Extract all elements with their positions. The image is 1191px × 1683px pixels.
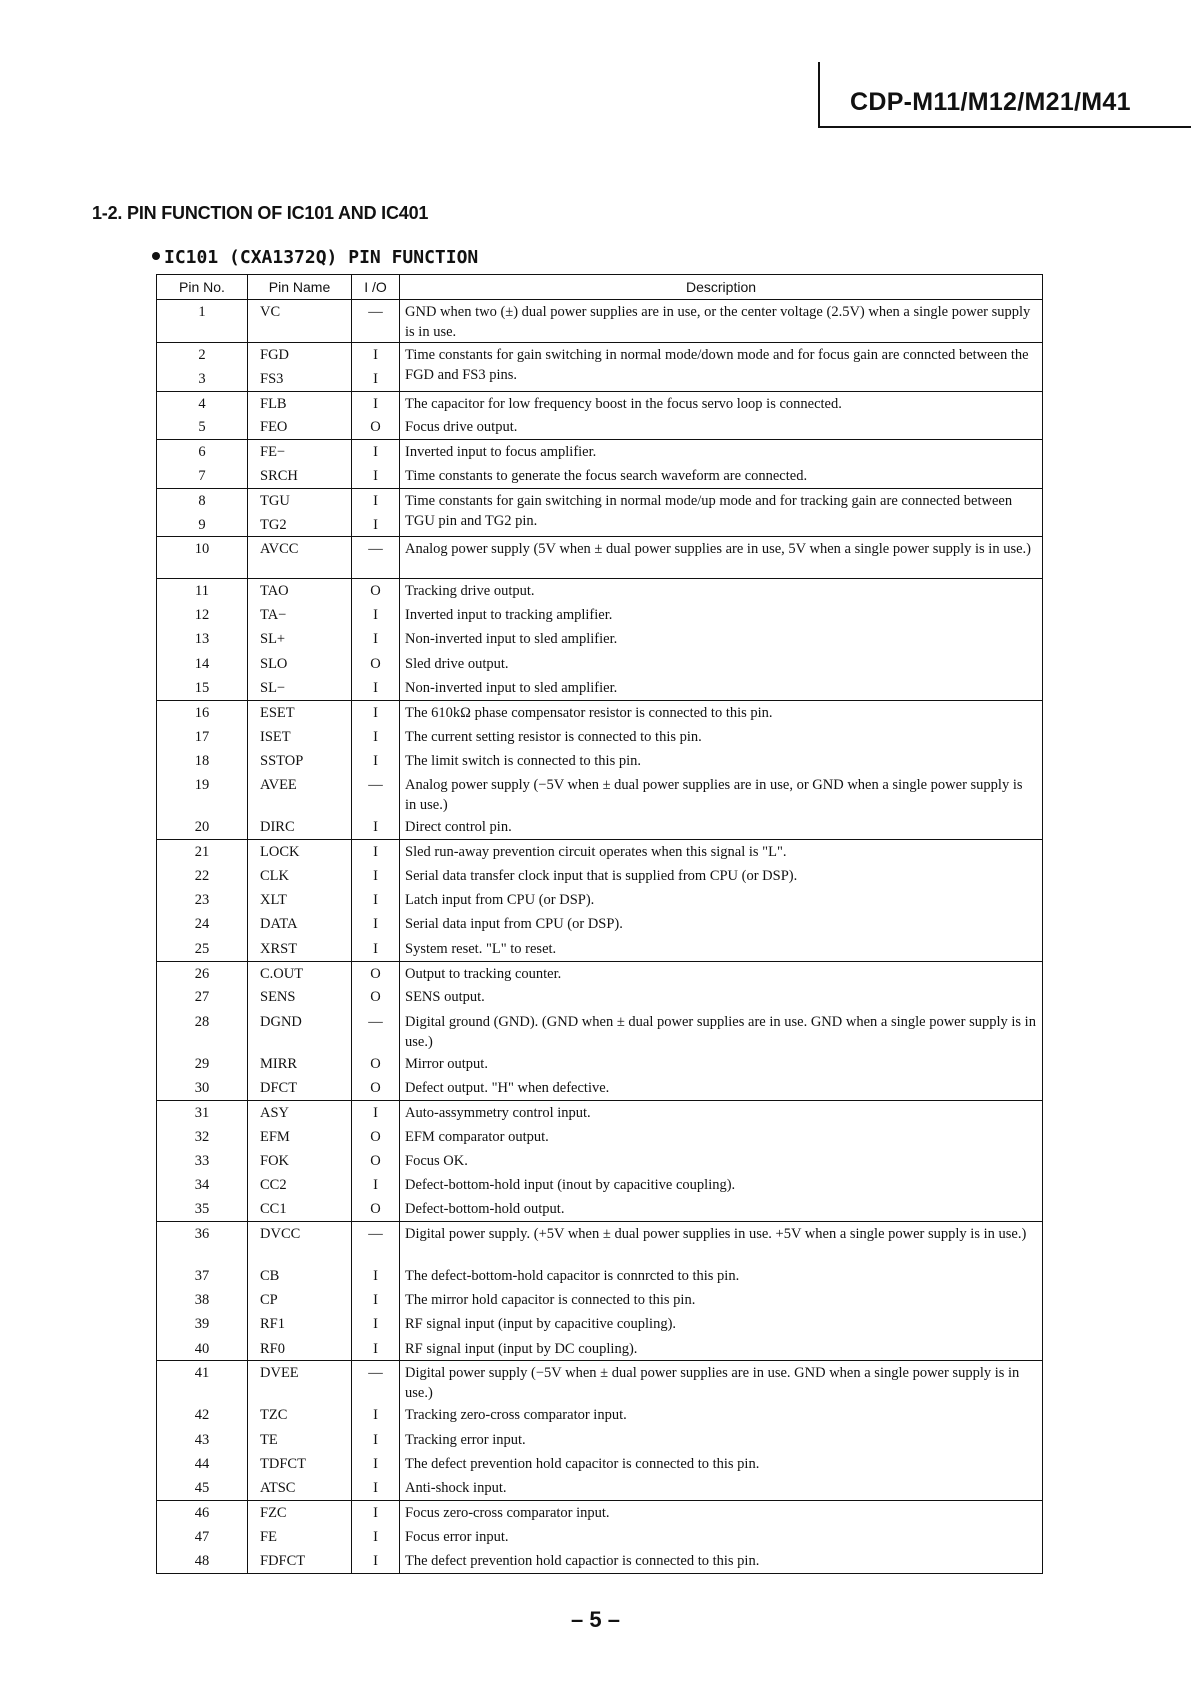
- pin-io: O: [352, 1125, 400, 1149]
- pin-name: CLK: [248, 864, 352, 888]
- pin-io: O: [352, 652, 400, 676]
- pin-name: LOCK: [248, 840, 352, 864]
- pin-io: —: [352, 773, 400, 815]
- pin-number: 27: [157, 985, 248, 1009]
- pin-name: DGND: [248, 1010, 352, 1052]
- table-row: [157, 1403, 1043, 1427]
- pin-description: The 610kΩ phase compensator resistor is connected to this pin.: [400, 700, 1043, 724]
- table-row: [157, 300, 1043, 343]
- pin-name: AVCC: [248, 537, 352, 579]
- pin-io: —: [352, 537, 400, 579]
- pin-name: RF0: [248, 1337, 352, 1361]
- page-number: – 5 –: [571, 1607, 620, 1632]
- pin-io: I: [352, 1264, 400, 1288]
- pin-name: EFM: [248, 1125, 352, 1149]
- pin-name: DVEE: [248, 1361, 352, 1404]
- pin-name: FS3: [248, 367, 352, 391]
- pin-description: EFM comparator output.: [400, 1125, 1043, 1149]
- table-row: [157, 700, 1043, 724]
- table-row: [157, 1312, 1043, 1336]
- model-header-box: [818, 62, 1191, 128]
- pin-name: CC2: [248, 1173, 352, 1197]
- pin-description: Mirror output.: [400, 1052, 1043, 1076]
- pin-name: CB: [248, 1264, 352, 1288]
- pin-io: I: [352, 1100, 400, 1124]
- pin-number: 21: [157, 840, 248, 864]
- table-row: [157, 815, 1043, 839]
- pin-number: 29: [157, 1052, 248, 1076]
- pin-description: The current setting resistor is connected to this pin.: [400, 725, 1043, 749]
- pin-description: Time constants for gain switching in normal mode/down mode and for focus gain are conncted between the FGD and FS3 pins.: [400, 343, 1043, 392]
- pin-number: 35: [157, 1197, 248, 1221]
- pin-description: Defect-bottom-hold input (inout by capacitive coupling).: [400, 1173, 1043, 1197]
- pin-description: The defect prevention hold capactior is connected to this pin.: [400, 1549, 1043, 1573]
- pin-io: I: [352, 937, 400, 961]
- table-row: [157, 937, 1043, 961]
- table-row: [157, 864, 1043, 888]
- pin-name: DFCT: [248, 1076, 352, 1100]
- pin-description: The defect prevention hold capacitor is connected to this pin.: [400, 1452, 1043, 1476]
- pin-name: FDFCT: [248, 1549, 352, 1573]
- pin-description: Defect-bottom-hold output.: [400, 1197, 1043, 1221]
- pin-io: I: [352, 1549, 400, 1573]
- pin-io: —: [352, 1361, 400, 1404]
- table-row: [157, 912, 1043, 936]
- pin-number: 41: [157, 1361, 248, 1404]
- pin-name: AVEE: [248, 773, 352, 815]
- table-row: [157, 1052, 1043, 1076]
- pin-description: RF signal input (input by capacitive coupling).: [400, 1312, 1043, 1336]
- pin-io: I: [352, 864, 400, 888]
- pin-io: I: [352, 627, 400, 651]
- pin-name: FEO: [248, 415, 352, 439]
- pin-number: 34: [157, 1173, 248, 1197]
- subsection-title-text: IC101 (CXA1372Q) PIN FUNCTION: [164, 247, 479, 268]
- pin-name: ESET: [248, 700, 352, 724]
- table-row: [157, 440, 1043, 464]
- pin-number: 44: [157, 1452, 248, 1476]
- pin-io: O: [352, 579, 400, 603]
- pin-io: —: [352, 1222, 400, 1264]
- pin-io: O: [352, 415, 400, 439]
- pin-name: TDFCT: [248, 1452, 352, 1476]
- pin-io: I: [352, 391, 400, 415]
- pin-io: I: [352, 815, 400, 839]
- pin-number: 10: [157, 537, 248, 579]
- pin-name: FOK: [248, 1149, 352, 1173]
- pin-description: Digital power supply (−5V when ± dual power supplies are in use. GND when a single power supply is in use.): [400, 1361, 1043, 1404]
- pin-name: XRST: [248, 937, 352, 961]
- pin-number: 12: [157, 603, 248, 627]
- pin-name: DVCC: [248, 1222, 352, 1264]
- table-row: [157, 464, 1043, 488]
- pin-name: ISET: [248, 725, 352, 749]
- pin-name: TG2: [248, 513, 352, 537]
- pin-description: Digital ground (GND). (GND when ± dual power supplies are in use. GND when a single power supply is in use.): [400, 1010, 1043, 1052]
- pin-io: I: [352, 700, 400, 724]
- pin-io: I: [352, 1337, 400, 1361]
- pin-name: TAO: [248, 579, 352, 603]
- pin-number: 17: [157, 725, 248, 749]
- pin-name: ASY: [248, 1100, 352, 1124]
- pin-name: SENS: [248, 985, 352, 1009]
- pin-name: RF1: [248, 1312, 352, 1336]
- pin-description: The capacitor for low frequency boost in the focus servo loop is connected.: [400, 391, 1043, 415]
- pin-number: 22: [157, 864, 248, 888]
- pin-io: I: [352, 1173, 400, 1197]
- pin-number: 33: [157, 1149, 248, 1173]
- pin-description: Sled drive output.: [400, 652, 1043, 676]
- pin-io: I: [352, 1452, 400, 1476]
- table-row: [157, 1549, 1043, 1573]
- pin-name: ATSC: [248, 1476, 352, 1500]
- table-row: [157, 725, 1043, 749]
- pin-number: 14: [157, 652, 248, 676]
- table-row: [157, 1076, 1043, 1100]
- pin-description: Analog power supply (−5V when ± dual power supplies are in use, or GND when a single power supply is in use.): [400, 773, 1043, 815]
- pin-io: O: [352, 1076, 400, 1100]
- table-row: [157, 1525, 1043, 1549]
- pin-number: 30: [157, 1076, 248, 1100]
- pin-description: Tracking error input.: [400, 1428, 1043, 1452]
- table-row: [157, 1428, 1043, 1452]
- pin-name: CP: [248, 1288, 352, 1312]
- pin-io: I: [352, 840, 400, 864]
- pin-number: 45: [157, 1476, 248, 1500]
- pin-description: The limit switch is connected to this pin.: [400, 749, 1043, 773]
- pin-description: Non-inverted input to sled amplifier.: [400, 627, 1043, 651]
- model-title: CDP-M11/M12/M21/M41: [850, 88, 1131, 116]
- pin-description: Digital power supply. (+5V when ± dual power supplies in use. +5V when a single power supply is in use.): [400, 1222, 1043, 1264]
- pin-description: The defect-bottom-hold capacitor is connrcted to this pin.: [400, 1264, 1043, 1288]
- pin-name: SLO: [248, 652, 352, 676]
- pin-number: 20: [157, 815, 248, 839]
- table-row: [157, 579, 1043, 603]
- pin-description: Serial data input from CPU (or DSP).: [400, 912, 1043, 936]
- header-pin-name: Pin Name: [248, 275, 352, 300]
- header-io: I /O: [352, 275, 400, 300]
- table-row: [157, 627, 1043, 651]
- pin-number: 11: [157, 579, 248, 603]
- pin-number: 28: [157, 1010, 248, 1052]
- pin-description: Auto-assymmetry control input.: [400, 1100, 1043, 1124]
- pin-io: I: [352, 1428, 400, 1452]
- pin-io: I: [352, 343, 400, 367]
- pin-name: SL−: [248, 676, 352, 700]
- pin-io: O: [352, 1052, 400, 1076]
- pin-name: TZC: [248, 1403, 352, 1427]
- pin-number: 19: [157, 773, 248, 815]
- pin-io: I: [352, 488, 400, 512]
- table-row: [157, 1125, 1043, 1149]
- pin-name: TGU: [248, 488, 352, 512]
- pin-number: 5: [157, 415, 248, 439]
- pin-description: Tracking drive output.: [400, 579, 1043, 603]
- pin-description: Anti-shock input.: [400, 1476, 1043, 1500]
- pin-io: I: [352, 603, 400, 627]
- pin-description: GND when two (±) dual power supplies are in use, or the center voltage (2.5V) when a single power supply is in use.: [400, 300, 1043, 343]
- pin-io: I: [352, 367, 400, 391]
- pin-description: Non-inverted input to sled amplifier.: [400, 676, 1043, 700]
- pin-io: O: [352, 1149, 400, 1173]
- table-row: [157, 603, 1043, 627]
- table-row: [157, 1010, 1043, 1052]
- pin-name: DATA: [248, 912, 352, 936]
- table-row: [157, 985, 1043, 1009]
- pin-description: The mirror hold capacitor is connected to this pin.: [400, 1288, 1043, 1312]
- pin-io: I: [352, 513, 400, 537]
- pin-io: I: [352, 888, 400, 912]
- pin-description: SENS output.: [400, 985, 1043, 1009]
- pin-number: 15: [157, 676, 248, 700]
- pin-name: MIRR: [248, 1052, 352, 1076]
- table-row: [157, 961, 1043, 985]
- pin-description: Time constants for gain switching in normal mode/up mode and for tracking gain are connected between TGU pin and TG2 pin.: [400, 488, 1043, 537]
- table-row: [157, 1288, 1043, 1312]
- pin-name: C.OUT: [248, 961, 352, 985]
- pin-number: 32: [157, 1125, 248, 1149]
- pin-io: I: [352, 1403, 400, 1427]
- pin-io: —: [352, 300, 400, 343]
- pin-number: 40: [157, 1337, 248, 1361]
- table-row: [157, 1452, 1043, 1476]
- pin-number: 1: [157, 300, 248, 343]
- pin-number: 47: [157, 1525, 248, 1549]
- pin-name: XLT: [248, 888, 352, 912]
- table-row: [157, 1501, 1043, 1525]
- pin-number: 38: [157, 1288, 248, 1312]
- pin-number: 36: [157, 1222, 248, 1264]
- table-row: [157, 343, 1043, 367]
- pin-name: SRCH: [248, 464, 352, 488]
- pin-number: 6: [157, 440, 248, 464]
- table-row: [157, 749, 1043, 773]
- pin-number: 3: [157, 367, 248, 391]
- pin-io: I: [352, 464, 400, 488]
- table-row: [157, 1100, 1043, 1124]
- pin-name: FGD: [248, 343, 352, 367]
- pin-number: 18: [157, 749, 248, 773]
- pin-number: 42: [157, 1403, 248, 1427]
- pin-name: FE: [248, 1525, 352, 1549]
- table-body: [157, 300, 1043, 1574]
- section-title: 1-2. PIN FUNCTION OF IC101 AND IC401: [92, 203, 429, 223]
- pin-io: I: [352, 676, 400, 700]
- pin-name: TE: [248, 1428, 352, 1452]
- table-row: [157, 1476, 1043, 1500]
- pin-number: 43: [157, 1428, 248, 1452]
- pin-name: SL+: [248, 627, 352, 651]
- pin-io: I: [352, 749, 400, 773]
- pin-number: 25: [157, 937, 248, 961]
- table-row: [157, 1264, 1043, 1288]
- header-pin-no: Pin No.: [157, 275, 248, 300]
- pin-function-table: [156, 274, 1043, 1574]
- pin-description: System reset. "L" to reset.: [400, 937, 1043, 961]
- pin-description: Sled run-away prevention circuit operates when this signal is "L".: [400, 840, 1043, 864]
- pin-io: I: [352, 1288, 400, 1312]
- table-row: [157, 676, 1043, 700]
- pin-description: Direct control pin.: [400, 815, 1043, 839]
- bullet-icon: [152, 252, 160, 260]
- table-row: [157, 840, 1043, 864]
- pin-number: 39: [157, 1312, 248, 1336]
- pin-number: 23: [157, 888, 248, 912]
- pin-name: SSTOP: [248, 749, 352, 773]
- pin-number: 9: [157, 513, 248, 537]
- pin-number: 13: [157, 627, 248, 651]
- pin-io: I: [352, 1476, 400, 1500]
- pin-io: I: [352, 1312, 400, 1336]
- pin-name: VC: [248, 300, 352, 343]
- table-row: [157, 415, 1043, 439]
- table-row: [157, 773, 1043, 815]
- pin-io: I: [352, 440, 400, 464]
- table-row: [157, 391, 1043, 415]
- table-header-row: [157, 275, 1043, 300]
- pin-number: 46: [157, 1501, 248, 1525]
- pin-name: TA−: [248, 603, 352, 627]
- pin-name: FLB: [248, 391, 352, 415]
- pin-io: O: [352, 1197, 400, 1221]
- table-row: [157, 488, 1043, 512]
- pin-description: Analog power supply (5V when ± dual power supplies are in use, 5V when a single power supply is in use.): [400, 537, 1043, 579]
- subsection-title: [152, 247, 478, 268]
- pin-io: O: [352, 961, 400, 985]
- pin-io: —: [352, 1010, 400, 1052]
- pin-number: 2: [157, 343, 248, 367]
- pin-description: Defect output. "H" when defective.: [400, 1076, 1043, 1100]
- pin-description: Focus drive output.: [400, 415, 1043, 439]
- table-row: [157, 1197, 1043, 1221]
- pin-name: FZC: [248, 1501, 352, 1525]
- pin-io: I: [352, 1525, 400, 1549]
- pin-name: FE−: [248, 440, 352, 464]
- table-row: [157, 1173, 1043, 1197]
- pin-description: Serial data transfer clock input that is supplied from CPU (or DSP).: [400, 864, 1043, 888]
- table-row: [157, 1149, 1043, 1173]
- pin-number: 4: [157, 391, 248, 415]
- table-row: [157, 1222, 1043, 1264]
- pin-number: 37: [157, 1264, 248, 1288]
- table-row: [157, 1337, 1043, 1361]
- pin-number: 7: [157, 464, 248, 488]
- pin-number: 48: [157, 1549, 248, 1573]
- pin-description: Inverted input to tracking amplifier.: [400, 603, 1043, 627]
- table-row: [157, 888, 1043, 912]
- pin-description: Tracking zero-cross comparator input.: [400, 1403, 1043, 1427]
- pin-number: 31: [157, 1100, 248, 1124]
- pin-number: 24: [157, 912, 248, 936]
- pin-description: RF signal input (input by DC coupling).: [400, 1337, 1043, 1361]
- table-row: [157, 1361, 1043, 1404]
- table-row: [157, 537, 1043, 579]
- pin-name: DIRC: [248, 815, 352, 839]
- pin-io: I: [352, 725, 400, 749]
- pin-number: 26: [157, 961, 248, 985]
- pin-description: Output to tracking counter.: [400, 961, 1043, 985]
- pin-description: Latch input from CPU (or DSP).: [400, 888, 1043, 912]
- pin-number: 16: [157, 700, 248, 724]
- header-description: Description: [400, 275, 1043, 300]
- pin-io: I: [352, 912, 400, 936]
- pin-description: Focus error input.: [400, 1525, 1043, 1549]
- pin-description: Focus OK.: [400, 1149, 1043, 1173]
- table-row: [157, 652, 1043, 676]
- pin-description: Inverted input to focus amplifier.: [400, 440, 1043, 464]
- pin-io: O: [352, 985, 400, 1009]
- pin-number: 8: [157, 488, 248, 512]
- pin-description: Time constants to generate the focus search waveform are connected.: [400, 464, 1043, 488]
- pin-description: Focus zero-cross comparator input.: [400, 1501, 1043, 1525]
- pin-name: CC1: [248, 1197, 352, 1221]
- pin-io: I: [352, 1501, 400, 1525]
